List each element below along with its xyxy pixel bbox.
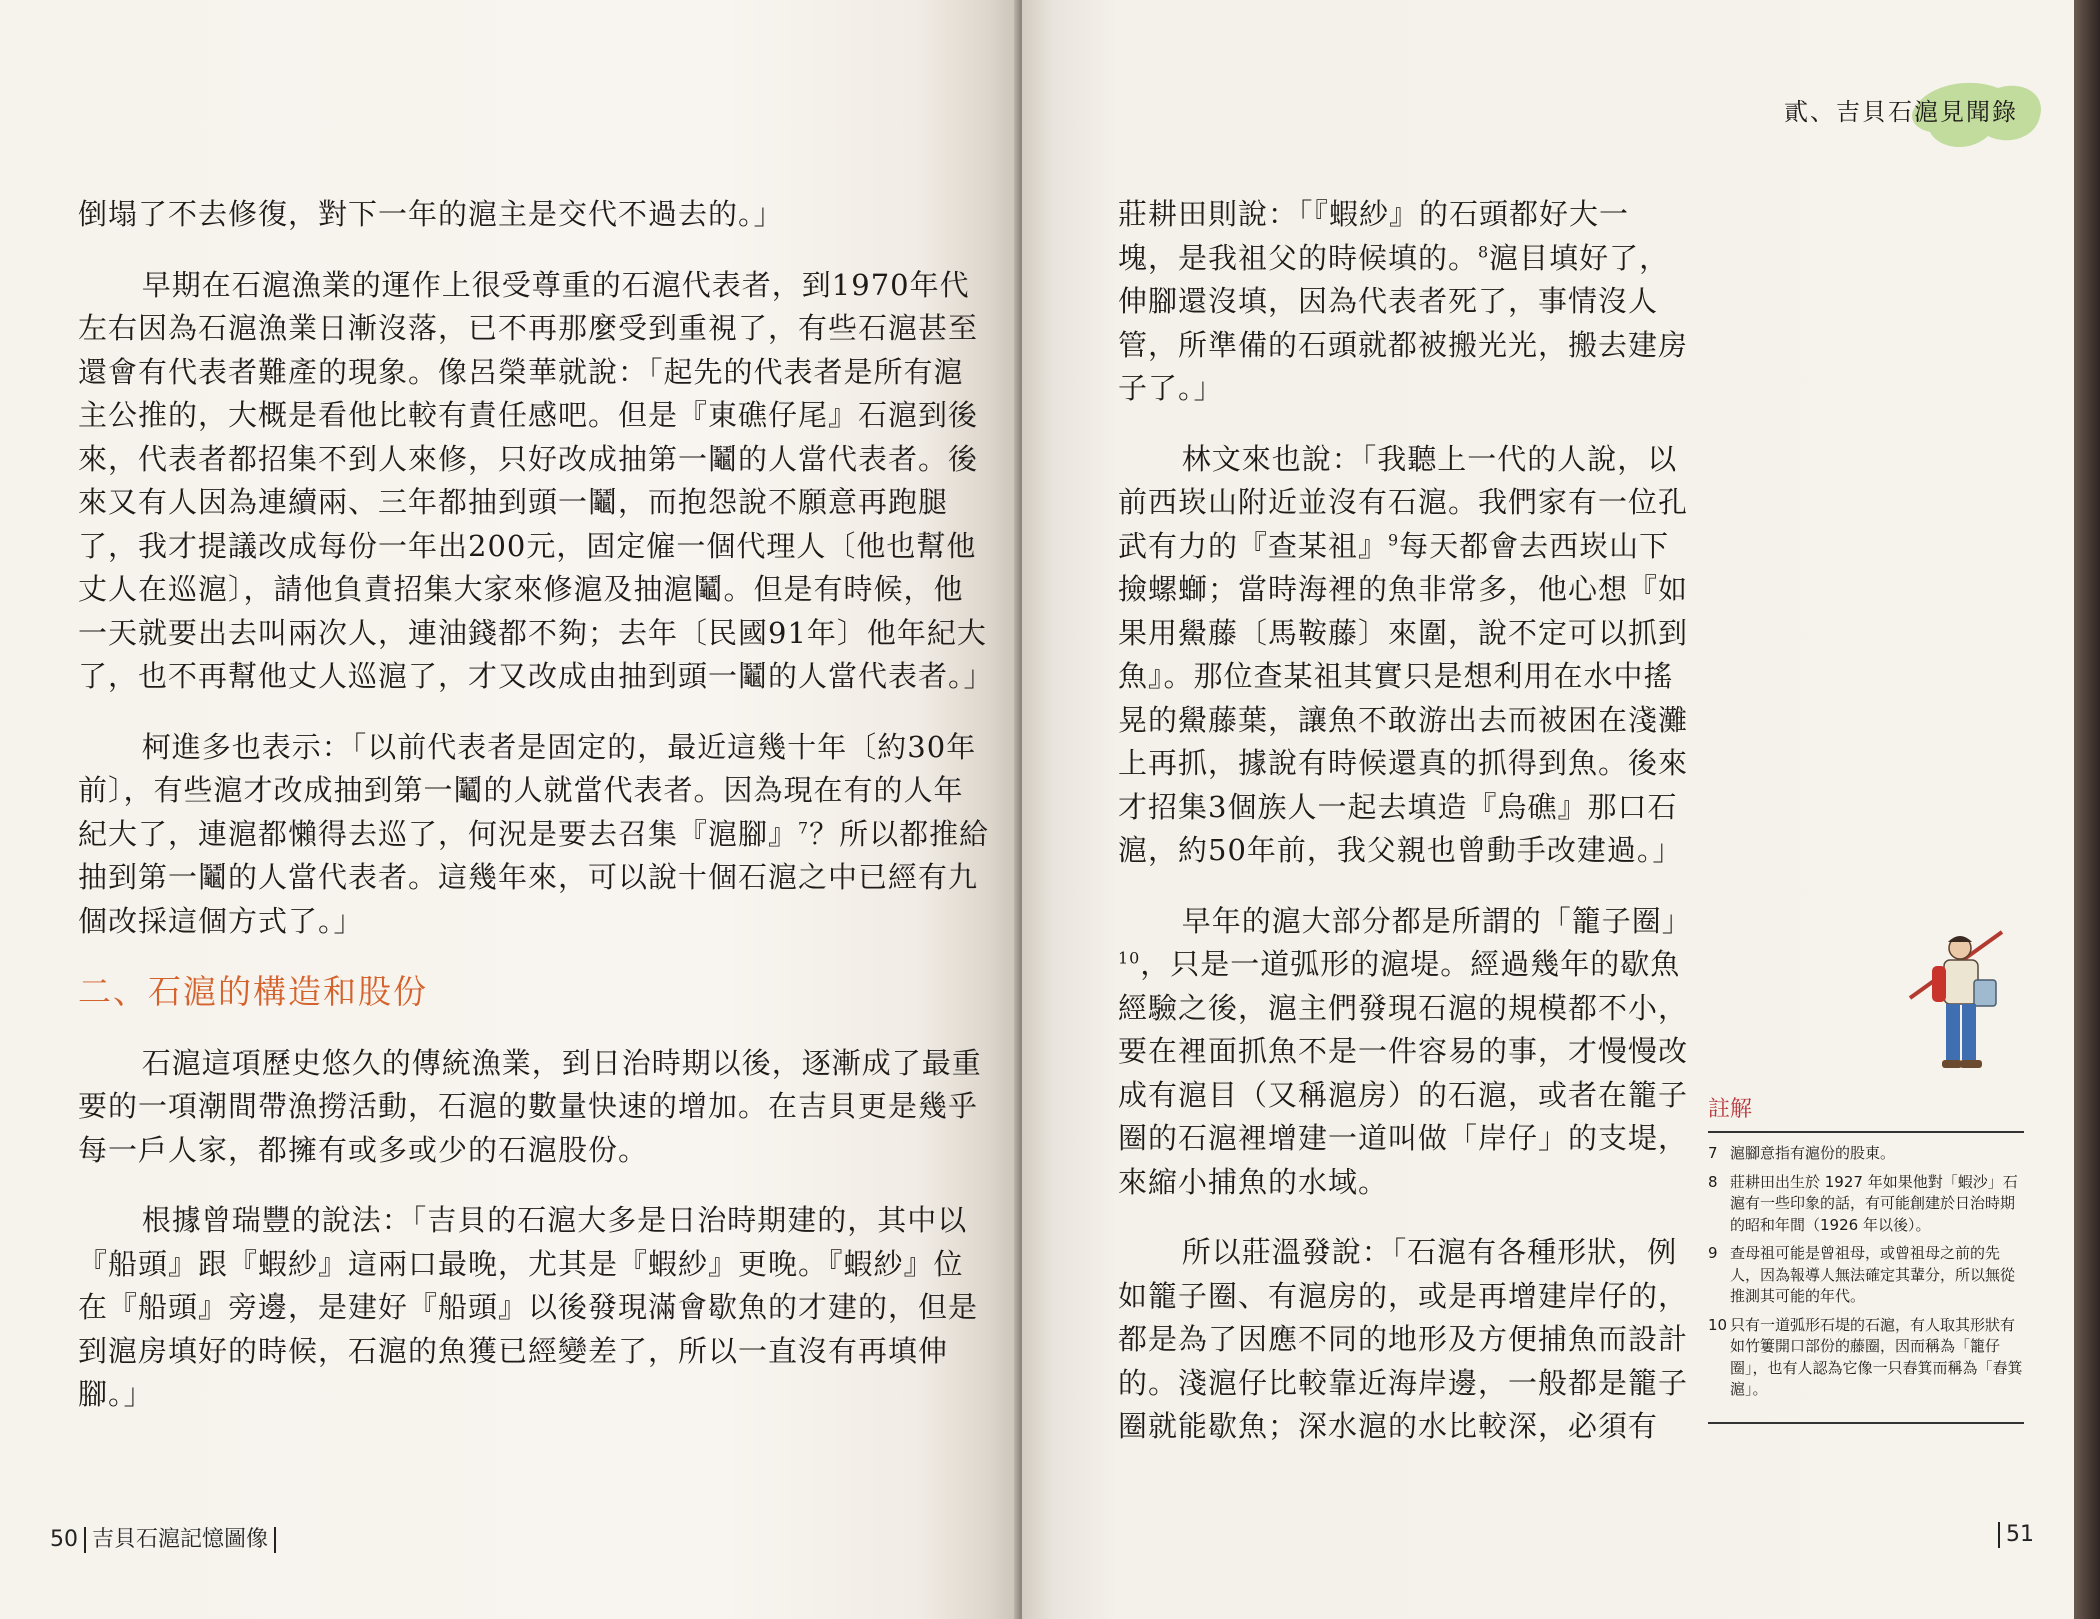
fisherman-illustration — [1902, 920, 2012, 1090]
page-number: 50 — [50, 1527, 78, 1552]
paragraph — [1118, 193, 1688, 411]
left-page — [0, 0, 1020, 1619]
footnote-number: 8 — [1708, 1172, 1718, 1191]
footnote-number: 7 — [1708, 1144, 1718, 1162]
footnotes-title: 註解 — [1708, 1092, 2024, 1133]
footnote-ref: 9 — [1388, 529, 1400, 549]
footnote-item — [1708, 1143, 2024, 1165]
paragraph: 所以莊溫發說：「石滬有各種形狀，例如籠子圈、有滬房的，或是再增建岸仔的，都是為了因應不同的地形及方便捕魚而設計的。淺滬仔比較靠近海岸邊，一般都是籠子圈就能歇魚；深水滬的水比較深，必須有 — [1118, 1235, 1689, 1443]
page-footer-right — [1992, 1522, 2034, 1548]
paragraph-text: 林文來也說：「我聽上一代的人說，以前西崁山附近並沒有石滬。我們家有一位孔武有力的『查某祖』 — [1118, 441, 1689, 563]
page-number: 51 — [2006, 1522, 2034, 1547]
paragraph-text: 早年的滬大部分都是所謂的「籠子圈」 — [1181, 903, 1692, 938]
footnote-text: 滬腳意指有滬份的股東。 — [1730, 1144, 1896, 1162]
left-page-text — [78, 193, 993, 1444]
paragraph: 早期在石滬漁業的運作上很受尊重的石滬代表者，到1970年代左右因為石滬漁業日漸沒落，已不再那麼受到重視了，有些石滬甚至還會有代表者難產的現象。像呂榮華就說：「起先的代表者是所有滬主公推的，大概是看他比較有責任感吧。但是『東礁仔尾』石滬到後來，代表者都招集不到人來修，只好改成抽第一鬮的人當代表者。後來又有人因為連續兩、三年都抽到頭一鬮，而抱怨說不願意再跑腿了，我才提議改成每份一年出200元，固定僱一個代理人〔他也幫他丈人在巡滬〕，請他負責招集大家來修滬及抽滬鬮。但是有時候，他一天就要出去叫兩次人，連油錢都不夠；去年〔民國91年〕他年紀大了，也不再幫他丈人巡滬了，才又改成由抽到頭一鬮的人當代表者。」 — [78, 267, 994, 693]
paragraph — [78, 726, 993, 944]
footnote-ref: 8 — [1478, 241, 1490, 261]
paragraph-text: ，只是一道弧形的滬堤。經過幾年的歇魚經驗之後，滬主們發現石滬的規模都不小，要在裡面抓魚不是一件容易的事，才慢慢改成有滬目（又稱滬房）的石滬，或者在籠子圈的石滬裡增建一道叫做「岸仔」的支堤，來縮小捕魚的水域。 — [1118, 947, 1689, 1199]
paragraph: 倒塌了不去修復，對下一年的滬主是交代不過去的。」 — [78, 197, 784, 231]
paragraph-text: ？所以都推給抽到第一鬮的人當代表者。這幾年來，可以說十個石滬之中已經有九個改採這個方式了。」 — [78, 816, 990, 938]
footnote-item — [1708, 1172, 2024, 1237]
footnote-number: 9 — [1708, 1244, 1718, 1262]
footnote-ref: 10 — [1118, 948, 1141, 968]
divider — [84, 1527, 86, 1553]
footnote-item — [1708, 1315, 2024, 1401]
paragraph-text: 莊耕田則說：「『蝦紗』的石頭都好大一塊，是我祖父的時候填的。 — [1118, 197, 1630, 275]
page-footer-left — [50, 1522, 282, 1553]
running-header: 貳、吉貝石滬見聞錄 — [1784, 98, 2018, 126]
section-heading: 二、石滬的構造和股份 — [78, 972, 428, 1011]
footnote-text: 只有一道弧形石堤的石滬，有人取其形狀有如竹簍開口部份的藤圈，因而稱為「籠仔圈」，也有人認為它像一只舂箕而稱為「舂箕滬」。 — [1730, 1315, 2023, 1398]
footnote-number: 10 — [1708, 1315, 1728, 1334]
paragraph: 石滬這項歷史悠久的傳統漁業，到日治時期以後，逐漸成了最重要的一項潮間帶漁撈活動，石滬的數量快速的增加。在吉貝更是幾乎每一戶人家，都擁有或多或少的石滬股份。 — [78, 1045, 982, 1167]
right-page — [1022, 0, 2074, 1619]
footnote-item — [1708, 1243, 2024, 1308]
footnotes-list — [1708, 1133, 2024, 1424]
footnote-ref: 7 — [798, 817, 810, 837]
paragraph-text: 滬目填好了，伸腳還沒填，因為代表者死了，事情沒人管，所準備的石頭就都被搬光光，搬去建房子了。」 — [1118, 240, 1689, 405]
paragraph — [1118, 438, 1688, 873]
divider — [274, 1527, 276, 1553]
paragraph-text: 柯進多也表示：「以前代表者是固定的，最近這幾十年〔約30年前〕，有些滬才改成抽到第一鬮的人就當代表者。因為現在有的人年紀大了，連滬都懶得去巡了，何況是要去召集『滬腳』 — [78, 729, 977, 851]
footnotes-panel — [1708, 1092, 2024, 1424]
paragraph — [1118, 900, 1692, 1205]
book-edge — [2074, 0, 2100, 1619]
footnote-text: 莊耕田出生於 1927 年如果他對「蝦沙」石滬有一些印象的話，有可能創建於日治時期的昭和年間（1926 年以後）。 — [1730, 1172, 2018, 1234]
running-title: 吉貝石滬記憶圖像 — [92, 1527, 269, 1552]
divider — [1998, 1522, 2000, 1548]
right-page-text — [1118, 193, 1692, 1476]
paragraph-text: 每天都會去西崁山下撿螺螄；當時海裡的魚非常多，他心想『如果用鱟藤〔馬鞍藤〕來圍，說不定可以抓到魚』。那位查某祖其實只是想利用在水中搖晃的鱟藤葉，讓魚不敢游出去而被困在淺灘上再抓，據說有時候還真的抓得到魚。後來才招集3個族人一起去填造『烏礁』那口石滬，約50年前，我父親也曾動手改建過。」 — [1118, 528, 1689, 867]
paragraph: 根據曾瑞豐的說法：「吉貝的石滬大多是日治時期建的，其中以『船頭』跟『蝦紗』這兩口最晚，尤其是『蝦紗』更晚。『蝦紗』位在『船頭』旁邊，是建好『船頭』以後發現滿會歇魚的才建的，但是到滬房填好的時候，石滬的魚獲已經變差了，所以一直沒有再填伸腳。」 — [78, 1203, 979, 1411]
footnote-text: 查母祖可能是曾祖母，或曾祖母之前的先人，因為報導人無法確定其輩分，所以無從推測其可能的年代。 — [1730, 1244, 2016, 1305]
